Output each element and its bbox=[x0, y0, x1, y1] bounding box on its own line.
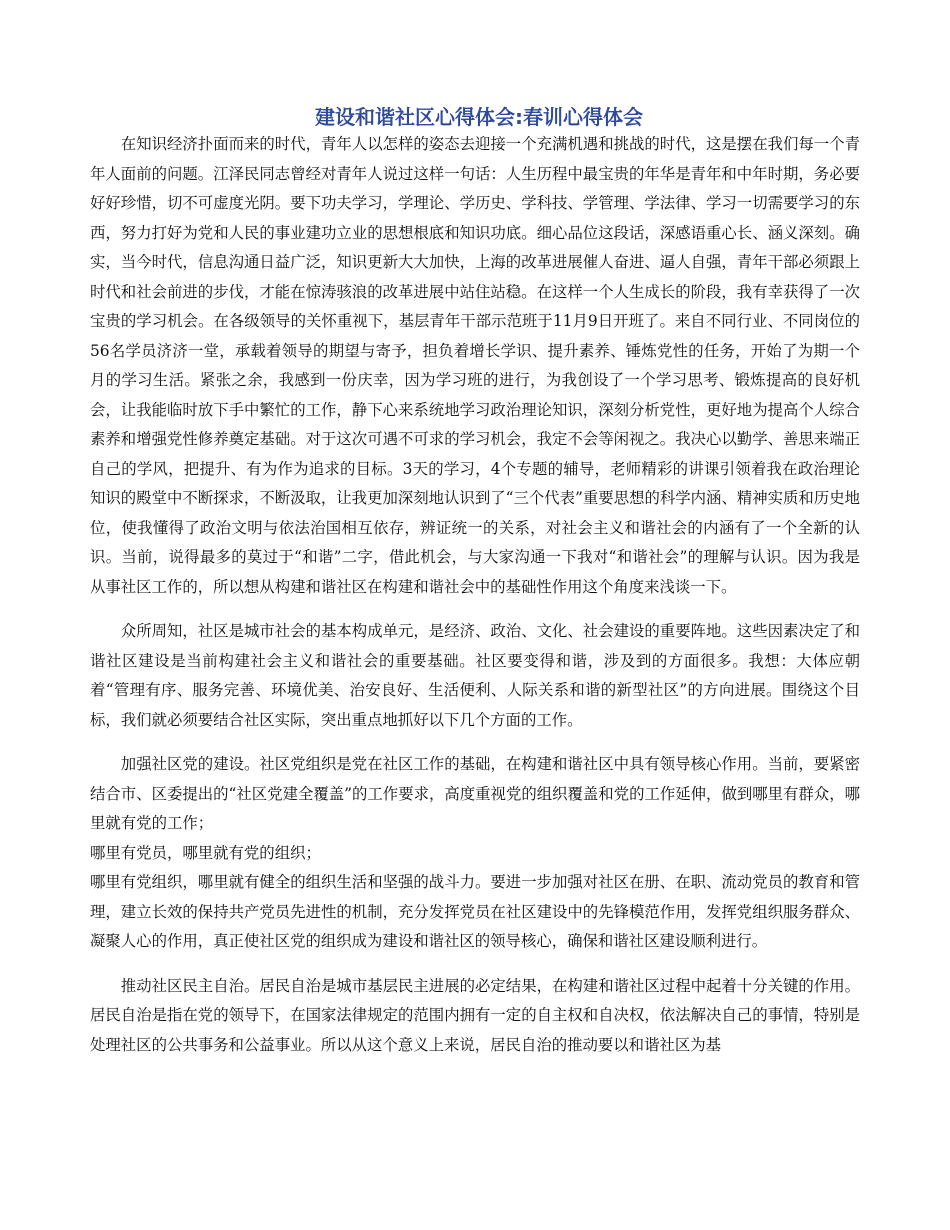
document-title: 建设和谐社区心得体会:春训心得体会 bbox=[315, 105, 643, 129]
body-paragraph-party-organization: 哪里有党组织，哪里就有健全的组织生活和坚强的战斗力。要进一步加强对社区在册、在职、流动党员的教育和管理，建立长效的保持共产党员先进性的机制，充分发挥党员在社区建设中的先锋模范作用，发挥党组织服务群众、凝聚人心的作用，真正使社区党的组织成为建设和谐社区的领导核心，确保和谐社区建设顺利进行。 bbox=[90, 873, 860, 950]
body-paragraph-intro: 在知识经济扑面而来的时代，青年人以怎样的姿态去迎接一个充满机遇和挑战的时代，这是摆在我们每一个青年人面前的问题。江泽民同志曾经对青年人说过这样一句话：人生历程中最宝贵的年华是青年和中年时期，务必要好好珍惜，切不可虚度光阴。要下功夫学习，学理论、学历史、学科技、学管理、学法律、学习一切需要学习的东西，努力打好为党和人民的事业建功立业的思想根底和知识功底。细心品位这段话，深感语重心长、涵义深刻。确实，当今时代，信息沟通日益广泛，知识更新大大加快，上海的改革进展催人奋进、逼人自强，青年干部必须跟上时代和社会前进的步伐，才能在惊涛骇浪的改革进展中站住站稳。在这样一个人生成长的阶段，我有幸获得了一次宝贵的学习机会。在各级领导的关怀重视下，基层青年干部示范班于11月9日开班了。来自不同行业、不同岗位的56名学员济济一堂，承载着领导的期望与寄予，担负着增长学识、提升素养、锤炼党性的任务，开始了为期一个月的学习生活。紧张之余，我感到一份庆幸，因为学习班的进行，为我创设了一个学习思考、锻炼提高的良好机会，让我能临时放下手中繁忙的工作，静下心来系统地学习政治理论知识，深刻分析党性，更好地为提高个人综合素养和增强党性修养奠定基础。对于这次可遇不可求的学习机会，我定不会等闲视之。我决心以勤学、善思来端正自己的学风，把提升、有为作为追求的目标。3天的学习，4个专题的辅导，老师精彩的讲课引领着我在政治理论知识的殿堂中不断探求，不断汲取，让我更加深刻地认识到了“三个代表”重要思想的科学内涵、精神实质和历史地位，使我懂得了政治文明与依法治国相互依存，辨证统一的关系，对社会主义和谐社会的内涵有了一个全新的认识。当前，说得最多的莫过于“和谐”二字，借此机会，与大家沟通一下我对“和谐社会”的理解与认识。因为我是从事社区工作的，所以想从构建和谐社区在构建和谐社会中的基础性作用这个角度来浅谈一下。 bbox=[90, 135, 860, 596]
body-paragraph-community: 众所周知，社区是城市社会的基本构成单元，是经济、政治、文化、社会建设的重要阵地。这些因素决定了和谐社区建设是当前构建社会主义和谐社会的重要基础。社区要变得和谐，涉及到的方面很多。我想：大体应朝着“管理有序、服务完善、环境优美、治安良好、生活便利、人际关系和谐的新型社区”的方向进展。围绕这个目标，我们就必须要结合社区实际，突出重点地抓好以下几个方面的工作。 bbox=[90, 622, 860, 729]
document-page bbox=[90, 104, 860, 1060]
body-line-party-members: 哪里有党员，哪里就有党的组织； bbox=[90, 843, 321, 862]
body-paragraph-party-building: 加强社区党的建设。社区党组织是党在社区工作的基础，在构建和谐社区中具有领导核心作用。当前，要紧密结合市、区委提出的“社区党建全覆盖”的工作要求，高度重视党的组织覆盖和党的工作延伸，做到哪里有群众，哪里就有党的工作； bbox=[90, 755, 860, 832]
body-paragraph-self-governance: 推动社区民主自治。居民自治是城市基层民主进展的必定结果，在构建和谐社区过程中起着十分关键的作用。居民自治是指在党的领导下，在国家法律规定的范围内拥有一定的自主权和自决权，依法解决自己的事情，特别是处理社区的公共事务和公益事业。所以从这个意义上来说，居民自治的推动要以和谐社区为基 bbox=[90, 976, 860, 1054]
